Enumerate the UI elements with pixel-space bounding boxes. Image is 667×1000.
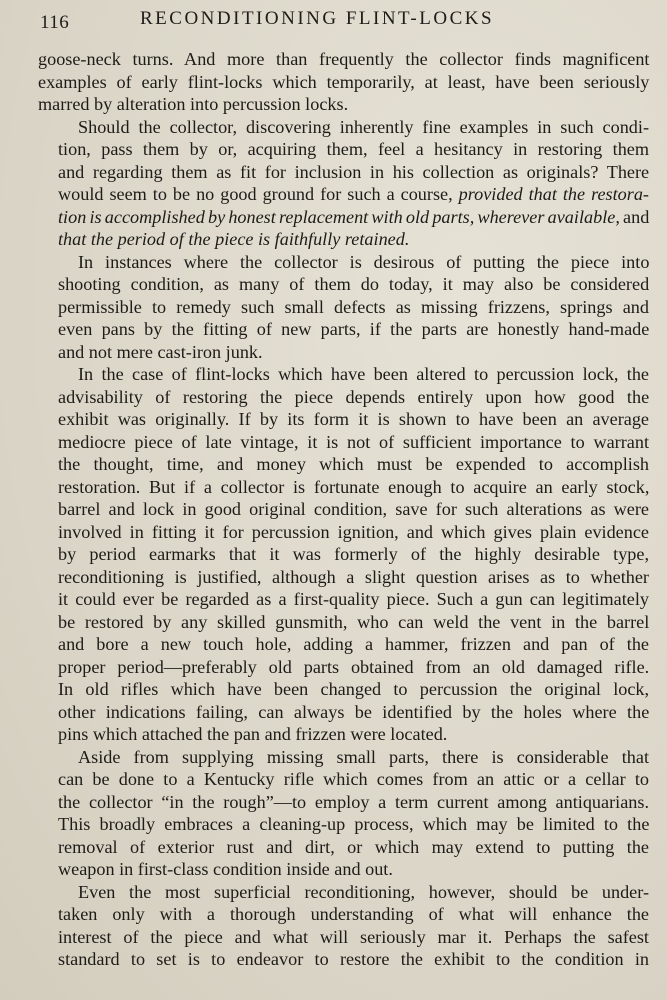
italic-text: tion is accomplished by honest replacement with old parts, wherever available,: [58, 206, 620, 227]
line-text: examples of early flint-locks which temporarily, at least, have been seriously: [38, 71, 650, 92]
text-line: [38, 341, 649, 364]
line-text: barrel and lock in good original condition, save for such alterations as were: [58, 499, 649, 519]
line-text: proper period—preferably old parts obtained from an old damaged rifle.: [58, 656, 650, 677]
paragraph: [38, 746, 649, 881]
line-text: mediocre piece of late vintage, it is not of sufficient importance to warrant: [58, 431, 649, 452]
line-text: Should the collector, discovering inherently fine examples in such condi-: [78, 116, 649, 137]
text-line: [38, 228, 649, 251]
italic-text: provided that the restora-: [458, 184, 649, 204]
running-title: RECONDITIONING FLINT-LOCKS: [140, 8, 495, 29]
text-line: [38, 408, 649, 431]
text-line: [38, 206, 649, 229]
text-line: [38, 296, 649, 319]
line-text: In the case of flint-locks which have been altered to percussion lock, the: [78, 364, 649, 384]
text-line: [38, 678, 649, 701]
text-line: [38, 543, 649, 566]
page-header: [40, 6, 627, 36]
text-line: [38, 768, 649, 791]
line-text: restoration. But if a collector is fortunate enough to acquire an early stock,: [58, 476, 650, 497]
line-text: can be done to a Kentucky rifle which comes from an attic or a cellar to: [58, 769, 649, 789]
italic-text: that the period of the piece is faithfully retained.: [58, 229, 410, 249]
text-line: [38, 881, 649, 904]
line-text: be restored by any skilled gunsmith, who can weld the vent in the barrel: [58, 611, 650, 632]
line-text: reconditioning is justified, although a slight question arises as to whether: [58, 566, 649, 587]
text-line: [38, 588, 649, 611]
paragraph: [38, 363, 649, 746]
paragraph: [38, 251, 649, 364]
text-line: [38, 431, 649, 454]
line-text: weapon in first-class condition inside and out.: [58, 859, 393, 879]
text-line: [38, 453, 649, 476]
text-line: [38, 633, 649, 656]
text-line: [38, 656, 649, 679]
line-text: exhibit was originally. If by its form it is shown to have been an average: [58, 409, 649, 429]
body-text: [38, 48, 649, 971]
text-line: [38, 791, 649, 814]
text-line: [38, 363, 649, 386]
text-line: [38, 116, 649, 139]
line-text: other indications failing, can always be identified by the holes where the: [58, 701, 650, 722]
line-text: Even the most superficial reconditioning, however, should be under-: [78, 881, 649, 902]
text-line: [38, 498, 649, 521]
line-text: and bore a new touch hole, adding a hammer, frizzen and pan of the: [58, 634, 649, 654]
text-line: [38, 48, 649, 71]
line-text: interest of the piece and what will seriously mar it. Perhaps the safest: [58, 926, 649, 947]
line-text: the collector “in the rough”—to employ a term current among antiquarians.: [58, 791, 649, 812]
line-text: and regarding them as fit for inclusion in his collection as originals? There: [58, 161, 650, 182]
line-text: would seem to be no good ground for such a course,: [58, 184, 459, 204]
line-text: removal of exterior rust and dirt, or which may extend to putting the: [58, 836, 649, 857]
text-line: [38, 476, 649, 499]
text-line: [38, 93, 649, 116]
text-line: [38, 813, 649, 836]
text-line: [38, 138, 649, 161]
text-line: [38, 251, 649, 274]
line-text: In old rifles which have been changed to percussion the original lock,: [58, 679, 650, 699]
line-text: This broadly embraces a cleaning-up process, which may be limited to the: [58, 814, 650, 834]
line-text: standard to set is to endeavor to restore the exhibit to the condition in: [58, 949, 649, 969]
line-text: marred by alteration into percussion locks.: [38, 94, 349, 114]
text-line: [38, 611, 649, 634]
line-text: it could ever be regarded as a first-quality piece. Such a gun can legitimately: [58, 589, 649, 609]
text-line: [38, 183, 649, 206]
text-line: [38, 318, 649, 341]
text-line: [38, 746, 649, 769]
line-text: and: [619, 206, 650, 227]
line-text: taken only with a thorough understanding of what will enhance the: [58, 904, 649, 924]
text-line: [38, 723, 649, 746]
text-line: [38, 521, 649, 544]
paragraph: [38, 116, 649, 251]
text-line: [38, 858, 649, 881]
line-text: pins which attached the pan and frizzen were located.: [58, 724, 448, 744]
line-text: even pans by the fitting of new parts, if the parts are honestly hand-made: [58, 319, 650, 339]
paragraph: [38, 48, 649, 116]
text-line: [38, 71, 649, 94]
line-text: permissible to remedy such small defects as missing frizzens, springs and: [58, 296, 649, 317]
line-text: goose-neck turns. And more than frequently the collector finds magnificent: [38, 49, 650, 69]
text-line: [38, 701, 649, 724]
text-line: [38, 161, 649, 184]
line-text: shooting condition, as many of them do today, it may also be considered: [58, 274, 650, 294]
text-line: [38, 948, 649, 971]
page-number: 116: [40, 12, 70, 33]
text-line: [38, 903, 649, 926]
line-text: the thought, time, and money which must be expended to accomplish: [58, 454, 649, 474]
text-line: [38, 273, 649, 296]
line-text: Aside from supplying missing small parts, there is considerable that: [78, 746, 649, 767]
text-line: [38, 386, 649, 409]
line-text: advisability of restoring the piece depends entirely upon how good the: [58, 386, 650, 407]
text-line: [38, 836, 649, 859]
line-text: tion, pass them by or, acquiring them, feel a hesitancy in restoring them: [58, 139, 650, 159]
paragraph: [38, 881, 649, 971]
text-line: [38, 926, 649, 949]
line-text: by period earmarks that it was formerly of the highly desirable type,: [58, 544, 649, 564]
text-line: [38, 566, 649, 589]
line-text: and not mere cast-iron junk.: [58, 341, 263, 362]
line-text: involved in fitting it for percussion ignition, and which gives plain evidence: [58, 521, 649, 542]
line-text: In instances where the collector is desirous of putting the piece into: [78, 251, 650, 272]
